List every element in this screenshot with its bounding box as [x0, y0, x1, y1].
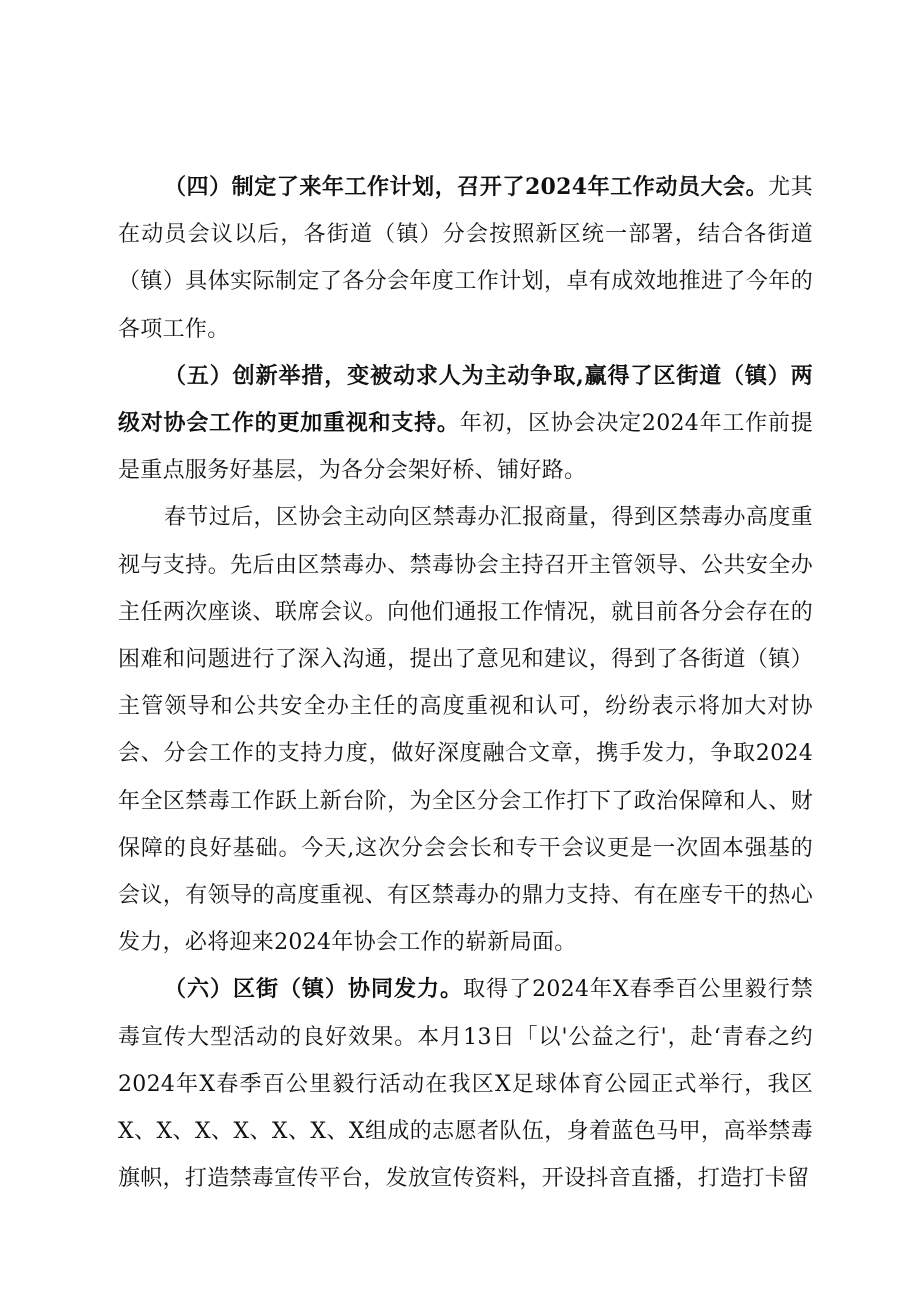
- paragraph-five-heading: （五）创新举措，变被动求人为主动争取,赢得了区街道（镇）两级对协会工作的更加重视和支持。: [118, 362, 813, 437]
- paragraph-spring-festival: [118, 494, 813, 966]
- paragraph-six-heading: （六）区街（镇）协同发力。: [164, 976, 464, 1003]
- document-page: [118, 164, 813, 1202]
- paragraph-spring-festival-body: 春节过后，区协会主动向区禁毒办汇报商量，得到区禁毒办高度重视与支持。先后由区禁毒办、禁毒协会主持召开主管领导、公共安全办主任两次座谈、联席会议。向他们通报工作情况，就目前各分会存在的困难和问题进行了深入沟通，提出了意见和建议，得到了各街道（镇）主管领导和公共安全办主任的高度重视和认可，纷纷表示将加大对协会、分会工作的支持力度，做好深度融合文章，携手发力，争取2024年全区禁毒工作跃上新台阶，为全区分会工作打下了政治保障和人、财保障的良好基础。今天,这次分会会长和专干会议更是一次固本强基的会议，有领导的高度重视、有区禁毒办的鼎力支持、有在座专干的热心发力，必将迎来2024年协会工作的崭新局面。: [118, 505, 813, 956]
- paragraph-four-heading: （四）制定了来年工作计划，召开了2024年工作动员大会。: [164, 174, 769, 200]
- paragraph-four-body: 尤其在动员会议以后，各街道（镇）分会按照新区统一部署，结合各街道（镇）具体实际制定了各分会年度工作计划，卓有成效地推进了今年的各项工作。: [118, 175, 813, 342]
- paragraph-four: [118, 164, 813, 353]
- paragraph-five-body: 年初，区协会决定2024年工作前提是重点服务好基层，为各分会架好桥、铺好路。: [118, 411, 813, 484]
- paragraph-six: [118, 966, 813, 1202]
- paragraph-five: [118, 353, 813, 495]
- paragraph-six-body: 取得了2024年X春季百公里毅行禁毒宣传大型活动的良好效果。本月13日「以'公益之行'，赴‘青春之约2024年X春季百公里毅行活动在我区X足球体育公园正式举行，我区X、X、X、X、X、X、X组成的志愿者队伍，身着蓝色马甲，高举禁毒旗帜，打造禁毒宣传平台，发放宣传资料，开设抖音直播，打造打卡留: [118, 977, 813, 1192]
